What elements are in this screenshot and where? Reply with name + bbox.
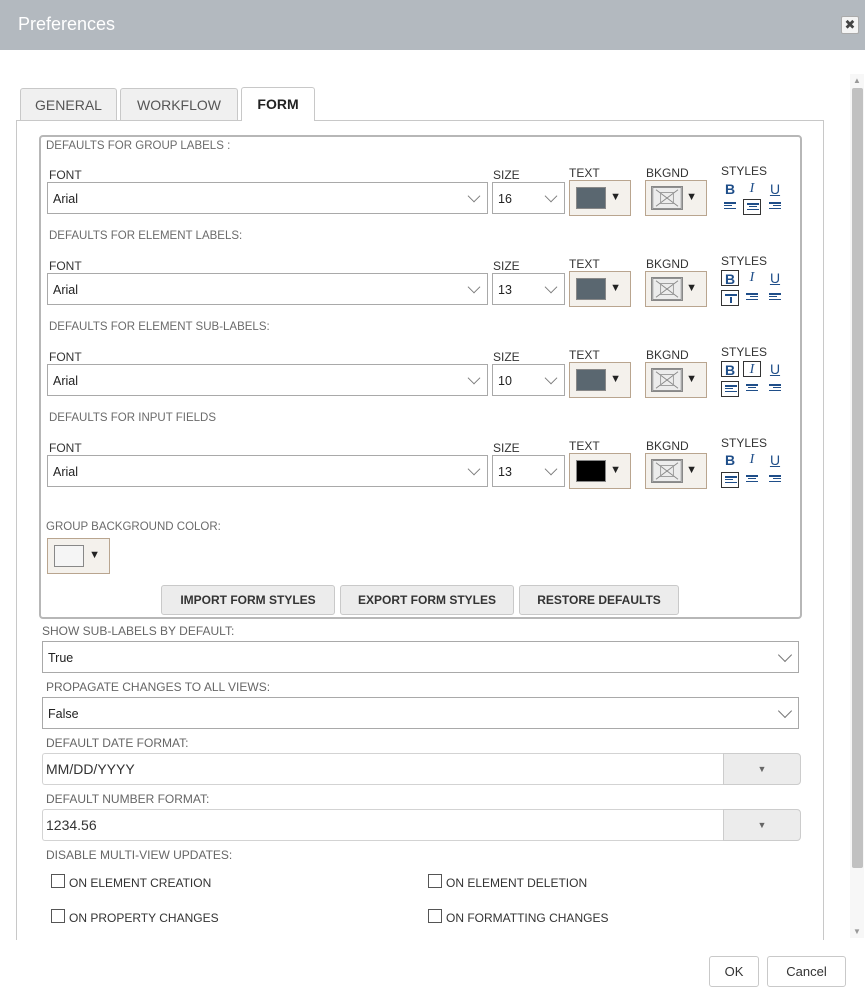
font-label: FONT	[49, 168, 82, 182]
underline-icon[interactable]: U	[769, 270, 781, 286]
input-field-bkgnd-color-picker[interactable]	[645, 453, 707, 489]
size-label: SIZE	[493, 259, 520, 273]
element-label-font-value: Arial	[53, 283, 79, 297]
caret-down-icon: ▼	[89, 549, 100, 561]
text-color-label: TEXT	[569, 439, 600, 453]
align-top-icon[interactable]	[721, 290, 739, 306]
chevron-down-icon	[468, 190, 481, 203]
italic-icon[interactable]: I	[743, 361, 761, 377]
chevron-down-icon	[468, 281, 481, 294]
element-sublabel-font-select[interactable]	[47, 364, 488, 396]
no-color-icon	[651, 459, 683, 483]
caret-down-icon: ▼	[686, 464, 697, 476]
bold-icon[interactable]: B	[724, 452, 736, 468]
number-format-dropdown-button[interactable]	[723, 809, 801, 841]
caret-down-icon: ▼	[686, 282, 697, 294]
disable-multiview-label: DISABLE MULTI-VIEW UPDATES:	[46, 848, 233, 862]
font-label: FONT	[49, 441, 82, 455]
font-label: FONT	[49, 350, 82, 364]
align-center-icon[interactable]	[743, 199, 761, 215]
align-right-icon[interactable]	[766, 472, 784, 488]
element-label-size-value: 13	[498, 283, 512, 297]
align-center-icon[interactable]	[743, 381, 761, 397]
number-format-input[interactable]: 1234.56	[42, 809, 724, 841]
tab-general[interactable]: GENERAL	[20, 88, 117, 120]
bold-icon[interactable]: B	[721, 270, 739, 286]
group-label-size-value: 16	[498, 192, 512, 206]
text-color-label: TEXT	[569, 348, 600, 362]
chevron-down-icon	[778, 648, 792, 662]
align-left-icon[interactable]	[721, 472, 739, 488]
align-center-icon[interactable]	[743, 472, 761, 488]
active-tab-joint	[242, 119, 314, 122]
caret-down-icon: ▼	[757, 820, 767, 830]
element-label-text-color-picker[interactable]	[569, 271, 631, 307]
scroll-up-arrow-icon[interactable]: ▲	[853, 76, 861, 85]
show-sublabels-value: True	[48, 651, 74, 665]
underline-icon[interactable]: U	[769, 181, 781, 197]
chevron-down-icon	[545, 281, 558, 294]
date-format-label: DEFAULT DATE FORMAT:	[46, 736, 189, 750]
group-label-bkgnd-color-picker[interactable]	[645, 180, 707, 216]
text-color-swatch	[576, 187, 606, 209]
align-left-icon[interactable]	[721, 199, 739, 215]
no-color-icon	[651, 186, 683, 210]
propagate-changes-select[interactable]	[42, 697, 799, 729]
scroll-down-arrow-icon[interactable]: ▼	[853, 927, 861, 936]
caret-down-icon: ▼	[686, 373, 697, 385]
styles-label: STYLES	[721, 345, 768, 359]
element-sublabel-size-value: 10	[498, 374, 512, 388]
caret-down-icon: ▼	[757, 764, 767, 774]
tab-form[interactable]: FORM	[241, 87, 315, 121]
import-form-styles-button[interactable]: IMPORT FORM STYLES	[161, 585, 335, 615]
underline-icon[interactable]: U	[769, 361, 781, 377]
dialog-title: Preferences	[18, 14, 116, 34]
align-left-icon[interactable]	[721, 381, 739, 397]
scrollbar-thumb[interactable]	[852, 88, 863, 868]
chevron-down-icon	[468, 372, 481, 385]
checkbox-box[interactable]	[428, 909, 442, 923]
group-label-font-select[interactable]	[47, 182, 488, 214]
show-sublabels-label: SHOW SUB-LABELS BY DEFAULT:	[42, 624, 235, 638]
size-label: SIZE	[493, 441, 520, 455]
element-label-size-select[interactable]	[492, 273, 565, 305]
text-color-swatch	[576, 278, 606, 300]
styles-label: STYLES	[721, 436, 768, 450]
checkbox-label: ON FORMATTING CHANGES	[446, 911, 609, 925]
element-sublabel-text-color-picker[interactable]	[569, 362, 631, 398]
chevron-down-icon	[545, 372, 558, 385]
propagate-changes-label: PROPAGATE CHANGES TO ALL VIEWS:	[46, 680, 271, 694]
chevron-down-icon	[468, 463, 481, 476]
group-bg-color-picker[interactable]	[47, 538, 110, 574]
input-field-size-select[interactable]	[492, 455, 565, 487]
element-label-font-select[interactable]	[47, 273, 488, 305]
input-field-size-value: 13	[498, 465, 512, 479]
styles-label: STYLES	[721, 254, 768, 268]
italic-icon[interactable]: I	[749, 452, 755, 467]
no-color-icon	[651, 368, 683, 392]
title-bar	[0, 0, 865, 50]
checkbox-label: ON ELEMENT CREATION	[69, 876, 212, 890]
input-field-font-value: Arial	[53, 465, 79, 479]
group-labels-heading: DEFAULTS FOR GROUP LABELS :	[46, 140, 231, 152]
align-indent-left-icon[interactable]	[743, 290, 761, 306]
no-color-icon	[651, 277, 683, 301]
align-indent-right-icon[interactable]	[766, 290, 784, 306]
chevron-down-icon	[545, 463, 558, 476]
text-color-swatch	[576, 369, 606, 391]
element-sublabel-bkgnd-color-picker[interactable]	[645, 362, 707, 398]
italic-icon[interactable]: I	[749, 181, 755, 196]
bkgnd-label: BKGND	[646, 257, 689, 271]
size-label: SIZE	[493, 350, 520, 364]
chevron-down-icon	[778, 704, 792, 718]
element-sublabels-heading: DEFAULTS FOR ELEMENT SUB-LABELS:	[49, 321, 270, 333]
input-field-text-color-picker[interactable]	[569, 453, 631, 489]
checkbox-label: ON ELEMENT DELETION	[446, 876, 588, 890]
restore-defaults-button[interactable]: RESTORE DEFAULTS	[519, 585, 679, 615]
text-color-swatch	[576, 460, 606, 482]
group-label-text-color-picker[interactable]	[569, 180, 631, 216]
close-icon[interactable]: ✖	[841, 16, 859, 34]
group-bg-color-swatch	[54, 545, 84, 567]
bold-icon[interactable]: B	[721, 361, 739, 377]
input-fields-heading: DEFAULTS FOR INPUT FIELDS	[49, 412, 216, 424]
chevron-down-icon	[545, 190, 558, 203]
align-right-icon[interactable]	[766, 199, 784, 215]
text-color-label: TEXT	[569, 166, 600, 180]
checkbox-box[interactable]	[51, 874, 65, 888]
caret-down-icon: ▼	[610, 191, 621, 203]
size-label: SIZE	[493, 168, 520, 182]
checkbox-label: ON PROPERTY CHANGES	[69, 911, 219, 925]
caret-down-icon: ▼	[610, 464, 621, 476]
caret-down-icon: ▼	[610, 282, 621, 294]
ok-button[interactable]: OK	[709, 956, 759, 987]
group-label-font-value: Arial	[53, 192, 79, 206]
bkgnd-label: BKGND	[646, 166, 689, 180]
vertical-scrollbar[interactable]	[850, 74, 864, 938]
element-sublabel-size-select[interactable]	[492, 364, 565, 396]
align-right-icon[interactable]	[766, 381, 784, 397]
show-sublabels-select[interactable]	[42, 641, 799, 673]
styles-label: STYLES	[721, 164, 768, 178]
propagate-changes-value: False	[48, 707, 79, 721]
date-format-input[interactable]: MM/DD/YYYY	[42, 753, 724, 785]
caret-down-icon: ▼	[610, 373, 621, 385]
element-label-bkgnd-color-picker[interactable]	[645, 271, 707, 307]
number-format-label: DEFAULT NUMBER FORMAT:	[46, 792, 210, 806]
input-field-font-select[interactable]	[47, 455, 488, 487]
export-form-styles-button[interactable]: EXPORT FORM STYLES	[340, 585, 514, 615]
checkbox-box[interactable]	[51, 909, 65, 923]
bkgnd-label: BKGND	[646, 439, 689, 453]
checkbox-box[interactable]	[428, 874, 442, 888]
italic-icon[interactable]: I	[749, 270, 755, 285]
caret-down-icon: ▼	[686, 191, 697, 203]
bkgnd-label: BKGND	[646, 348, 689, 362]
cancel-button[interactable]: Cancel	[767, 956, 846, 987]
element-labels-heading: DEFAULTS FOR ELEMENT LABELS:	[49, 230, 243, 242]
underline-icon[interactable]: U	[769, 452, 781, 468]
date-format-dropdown-button[interactable]	[723, 753, 801, 785]
group-label-size-select[interactable]	[492, 182, 565, 214]
element-sublabel-font-value: Arial	[53, 374, 79, 388]
group-bg-color-label: GROUP BACKGROUND COLOR:	[46, 521, 221, 533]
font-label: FONT	[49, 259, 82, 273]
bold-icon[interactable]: B	[724, 181, 736, 197]
tab-workflow[interactable]: WORKFLOW	[120, 88, 238, 120]
text-color-label: TEXT	[569, 257, 600, 271]
